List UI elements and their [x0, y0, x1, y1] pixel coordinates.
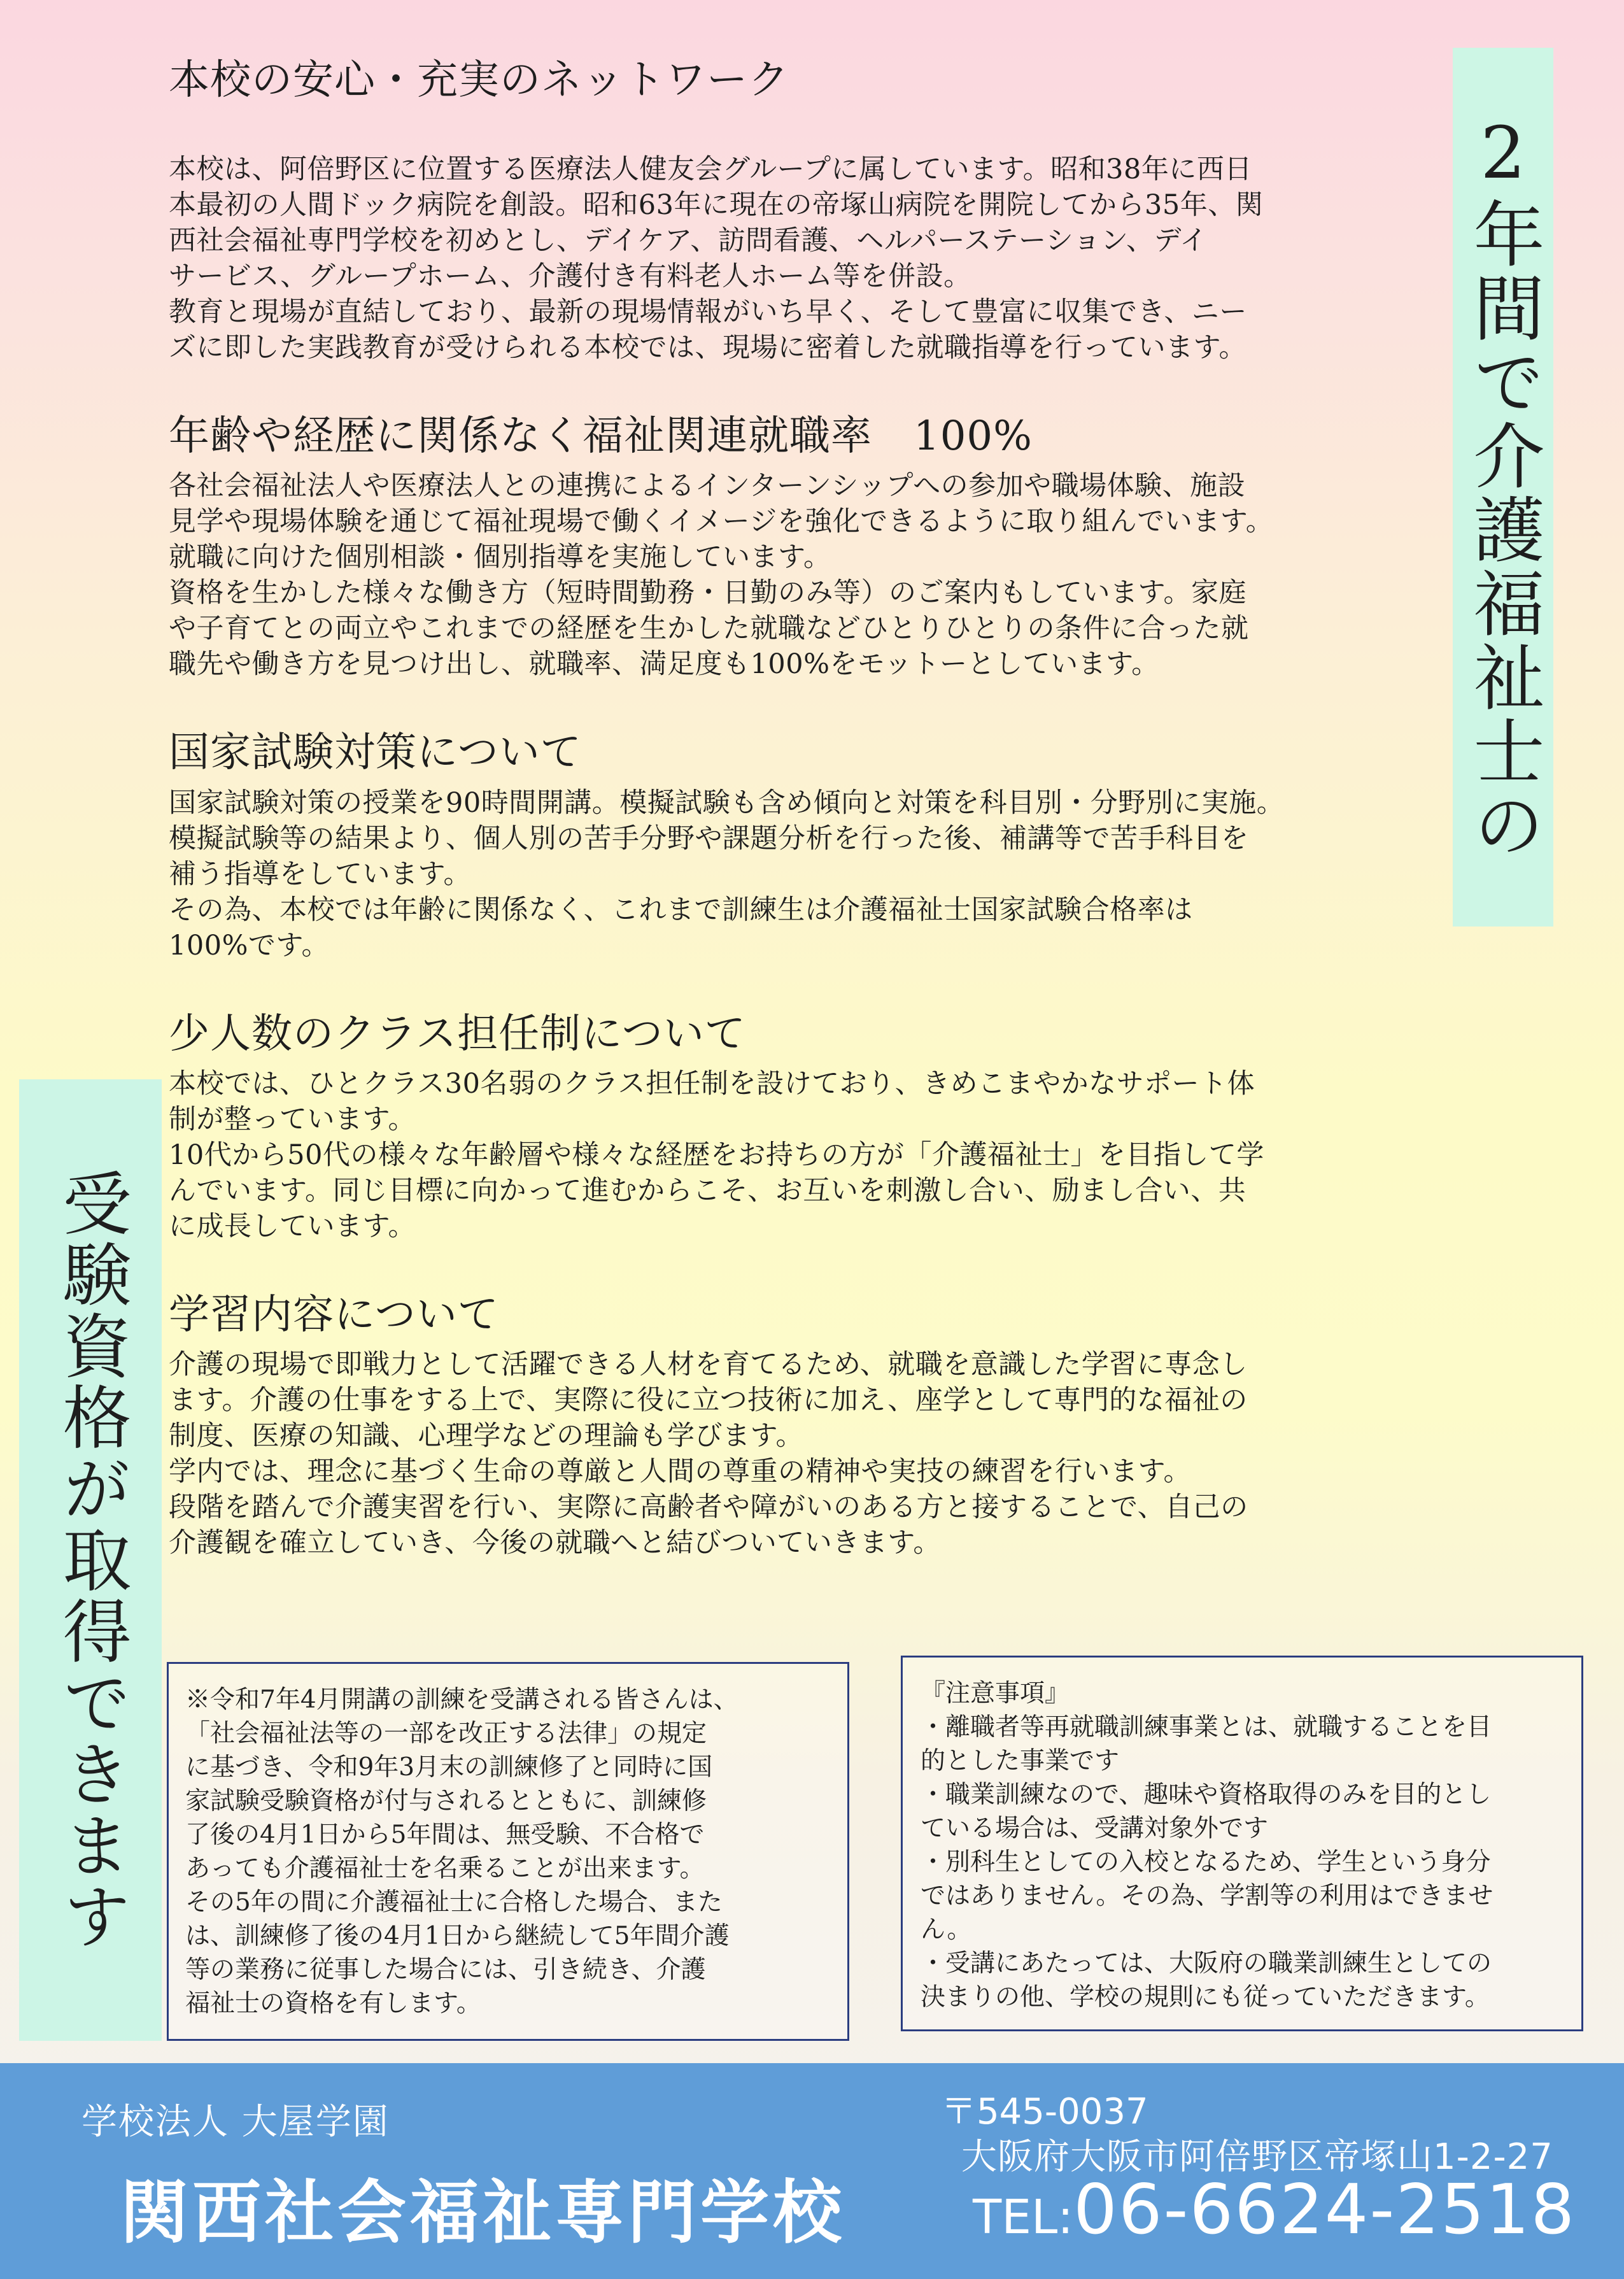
- phone-number: 06-6624-2518: [1073, 2170, 1576, 2250]
- caution-line: ている場合は、受講対象外です: [921, 1814, 1269, 1843]
- section-heading: 学習内容について: [169, 1291, 499, 1338]
- school-name: 関西社会福祉専門学校: [120, 2173, 846, 2253]
- body-line: その為、本校では年齢に関係なく、これまで訓練生は介護福祉士国家試験合格率は: [169, 893, 1193, 926]
- body-line: 段階を踏んで介護実習を行い、実際に高齢者や障がいのある方と接することで、自己の: [169, 1491, 1248, 1523]
- body-line: 西社会福祉専門学校を初めとし、デイケア、訪問看護、ヘルパーステーション、デイ: [169, 225, 1208, 257]
- caution-line: 決まりの他、学校の規則にも従っていただきます。: [921, 1983, 1490, 2012]
- note-line: 等の業務に従事した場合には、引き続き、介護: [185, 1956, 706, 1984]
- school-corporation: 学校法人 大屋学園: [81, 2101, 390, 2143]
- body-line: サービス、グループホーム、介護付き有料老人ホーム等を併設。: [169, 260, 971, 293]
- section-heading: 少人数のクラス担任制について: [169, 1010, 746, 1058]
- section-heading: 年齢や経歴に関係なく福祉関連就職率 100%: [169, 413, 1033, 460]
- caution-box: [901, 1656, 1583, 2031]
- body-line: 就職に向けた個別相談・個別指導を実施しています。: [169, 541, 831, 574]
- note-line: 福祉士の資格を有します。: [185, 1989, 481, 2018]
- note-line: その5年の間に介護福祉士に合格した場合、また: [185, 1888, 723, 1917]
- section-body: [169, 1066, 1432, 1244]
- body-line: ズに即した実践教育が受けられる本校では、現場に密着した就職指導を行っています。: [169, 332, 1247, 364]
- section-body: [169, 785, 1432, 963]
- address: 大阪府大阪市阿倍野区帝塚山1-2-27: [961, 2136, 1553, 2178]
- note-line: ※令和7年4月開講の訓練を受講される皆さんは、: [185, 1686, 738, 1714]
- body-line: 介護観を確立していき、今後の就職へと結びついていきます。: [169, 1526, 941, 1559]
- caution-line: ・受講にあたっては、大阪府の職業訓練生としての: [921, 1949, 1492, 1978]
- section-network: [169, 54, 1432, 366]
- caution-line: ・離職者等再就職訓練事業とは、就職することを目: [921, 1713, 1492, 1742]
- postal-code: 〒545-0037: [941, 2091, 1148, 2133]
- body-line: 本校では、ひとクラス30名弱のクラス担任制を設けており、きめこまやかなサポート体: [169, 1067, 1255, 1100]
- body-line: 補う指導をしています。: [169, 858, 472, 890]
- body-line: 見学や現場体験を通じて福祉現場で働くイメージを強化できるように取り組んでいます。: [169, 506, 1274, 538]
- body-line: 本最初の人間ドック病院を創設。昭和63年に現在の帝塚山病院を開院してから35年、関: [169, 189, 1264, 222]
- footer-contact: [0, 2063, 1624, 2279]
- body-line: や子育てとの両立やこれまでの経歴を生かした就職などひとりひとりの条件に合った就: [169, 613, 1249, 645]
- section-body: [169, 468, 1432, 682]
- section-curriculum: [169, 1289, 1432, 1561]
- body-line: に成長しています。: [169, 1210, 416, 1242]
- section-body: [169, 152, 1432, 366]
- caution-line: ではありません。その為、学割等の利用はできませ: [921, 1882, 1493, 1910]
- body-line: 介護の現場で即戦力として活躍できる人材を育てるため、就職を意識した学習に専念し: [169, 1348, 1248, 1381]
- body-line: 模擬試験等の結果より、個人別の苦手分野や課題分析を行った後、補講等で苦手科目を: [169, 822, 1249, 855]
- note-line: 了後の4月1日から5年間は、無受験、不合格で: [185, 1821, 705, 1849]
- body-line: 資格を生かした様々な働き方（短時間勤務・日勤のみ等）のご案内もしています。家庭: [169, 577, 1247, 609]
- vertical-banner-top: 2年間で介護福祉士の: [1453, 48, 1553, 927]
- body-line: ます。介護の仕事をする上で、実際に役に立つ技術に加え、座学として専門的な福祉の: [169, 1384, 1248, 1416]
- main-content: [169, 54, 1432, 1605]
- body-line: 本校は、阿倍野区に位置する医療法人健友会グループに属しています。昭和38年に西日: [169, 153, 1252, 186]
- body-line: 10代から50代の様々な年齢層や様々な経歴をお持ちの方が「介護福祉士」を目指して学: [169, 1139, 1264, 1171]
- section-body: [169, 1347, 1432, 1561]
- body-line: 教育と現場が直結しており、最新の現場情報がいち早く、そして豊富に収集でき、ニー: [169, 296, 1247, 329]
- vertical-banner-left: 受験資格が取得できます: [19, 1079, 162, 2041]
- note-line: 「社会福祉法等の一部を改正する法律」の規定: [185, 1719, 707, 1748]
- section-class: [169, 1008, 1432, 1244]
- body-line: 学内では、理念に基づく生命の尊厳と人間の尊重の精神や実技の練習を行います。: [169, 1455, 1192, 1487]
- section-heading: 国家試験対策について: [169, 729, 582, 777]
- note-line: に基づき、令和9年3月末の訓練修了と同時に国: [185, 1753, 713, 1782]
- caution-line: ・別科生としての入校となるため、学生という身分: [921, 1848, 1491, 1877]
- qualification-note-box: [167, 1662, 849, 2041]
- section-exam: [169, 727, 1432, 963]
- caution-line: ん。: [921, 1915, 972, 1944]
- note-line: 家試験受験資格が付与されるとともに、訓練修: [185, 1787, 707, 1815]
- section-heading: 本校の安心・充実のネットワーク: [169, 57, 789, 104]
- phone: [973, 2170, 1576, 2250]
- body-line: 国家試験対策の授業を90時間開講。模擬試験も含め傾向と対策を科目別・分野別に実施。: [169, 786, 1285, 819]
- caution-line: ・職業訓練なので、趣味や資格取得のみを目的とし: [921, 1780, 1492, 1809]
- note-line: あっても介護福祉士を名乗ることが出来ます。: [185, 1854, 705, 1883]
- caution-line: 『注意事項』: [921, 1679, 1070, 1708]
- body-line: 職先や働き方を見つけ出し、就職率、満足度も100%をモットーとしています。: [169, 648, 1159, 681]
- phone-label: TEL:: [973, 2190, 1074, 2245]
- note-line: は、訓練修了後の4月1日から継続して5年間介護: [185, 1922, 730, 1950]
- section-employment: [169, 410, 1432, 682]
- body-line: 100%です。: [169, 929, 329, 962]
- body-line: 制度、医療の知識、心理学などの理論も学びます。: [169, 1419, 804, 1452]
- body-line: 制が整っています。: [169, 1103, 416, 1135]
- body-line: 各社会福祉法人や医療法人との連携によるインターンシップへの参加や職場体験、施設: [169, 470, 1246, 502]
- caution-line: 的とした事業です: [921, 1747, 1120, 1775]
- body-line: んでいます。同じ目標に向かって進むからこそ、お互いを刺激し合い、励まし合い、共: [169, 1174, 1246, 1207]
